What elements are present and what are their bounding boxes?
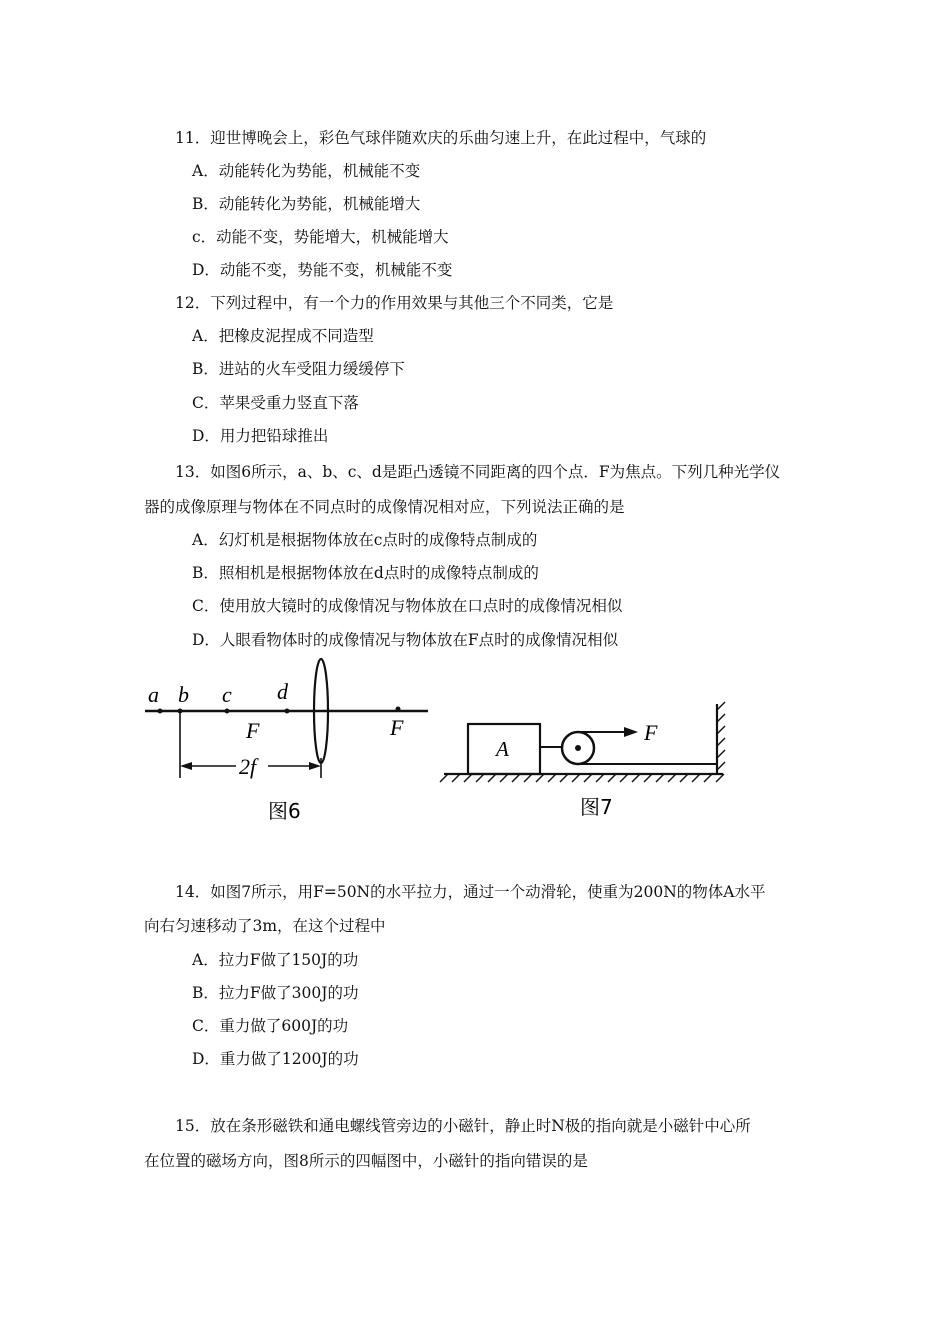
figure-7-caption: 图7 — [580, 795, 613, 819]
label-a: a — [148, 682, 159, 707]
point-d-dot — [285, 709, 290, 714]
q12-stem: 12．下列过程中，有一个力的作用效果与其他三个不同类，它是 — [175, 294, 614, 312]
label-b: b — [178, 682, 189, 707]
q15-stem-line2: 在位置的磁场方向，图8所示的四幅图中，小磁针的指向错误的是 — [144, 1152, 588, 1170]
label-c: c — [222, 682, 232, 707]
pulley-axle — [575, 745, 581, 751]
q14-option-a: A．拉力F做了150J的功 — [192, 951, 359, 969]
q13-option-c: C．使用放大镜时的成像情况与物体放在口点时的成像情况相似 — [192, 597, 623, 615]
q12-option-a: A．把橡皮泥捏成不同造型 — [192, 327, 374, 345]
q12-option-d: D．用力把铅球推出 — [192, 427, 329, 445]
label-d: d — [277, 679, 288, 704]
label-focus-left: F — [246, 718, 260, 743]
label-block-a: A — [496, 737, 509, 761]
q14-option-d: D．重力做了1200J的功 — [192, 1050, 359, 1068]
q12-option-b: B．进站的火车受阻力缓缓停下 — [192, 360, 405, 378]
ground-hatching — [440, 774, 724, 782]
label-focus-right: F — [390, 715, 404, 740]
q13-stem-line2: 器的成像原理与物体在不同点时的成像情况相对应，下列说法正确的是 — [144, 498, 625, 516]
point-a-dot — [158, 709, 163, 714]
wall-hatching — [717, 702, 725, 770]
q12-option-c: C．苹果受重力竖直下落 — [192, 394, 359, 412]
label-force-f: F — [644, 720, 658, 745]
dimension-arrow-right — [309, 762, 321, 770]
q11-option-c: c．动能不变，势能增大，机械能增大 — [192, 228, 449, 246]
q15-stem-line1: 15．放在条形磁铁和通电螺线管旁边的小磁针，静止时N极的指向就是小磁针中心所 — [175, 1117, 751, 1135]
q11-stem: 11．迎世博晚会上，彩色气球伴随欢庆的乐曲匀速上升，在此过程中，气球的 — [175, 129, 707, 147]
q11-option-d: D．动能不变，势能不变，机械能不变 — [192, 261, 453, 279]
q14-stem-line2: 向右匀速移动了3m，在这个过程中 — [144, 917, 386, 935]
label-2f: 2f — [239, 754, 257, 779]
figure-6-lens-diagram — [140, 658, 440, 833]
figure-7-pulley-diagram — [436, 698, 746, 833]
q11-option-b: B．动能转化为势能，机械能增大 — [192, 195, 421, 213]
q14-option-b: B．拉力F做了300J的功 — [192, 984, 359, 1002]
focus-right-dot — [396, 707, 401, 712]
q13-option-d: D．人眼看物体时的成像情况与物体放在F点时的成像情况相似 — [192, 631, 619, 649]
q11-option-a: A．动能转化为势能，机械能不变 — [192, 162, 421, 180]
dimension-arrow-left — [180, 762, 192, 770]
q13-stem-line1: 13．如图6所示，a、b、c、d是距凸透镜不同距离的四个点．F为焦点。下列几种光学仪 — [175, 463, 781, 481]
q13-option-a: A．幻灯机是根据物体放在c点时的成像特点制成的 — [192, 531, 538, 549]
force-arrow-head — [624, 727, 638, 737]
q13-option-b: B．照相机是根据物体放在d点时的成像特点制成的 — [192, 564, 539, 582]
figure-6-caption: 图6 — [268, 799, 301, 823]
q14-option-c: C．重力做了600J的功 — [192, 1017, 349, 1035]
q14-stem-line1: 14．如图7所示，用F=50N的水平拉力，通过一个动滑轮，使重为200N的物体A水平 — [175, 883, 766, 901]
point-c-dot — [225, 709, 230, 714]
